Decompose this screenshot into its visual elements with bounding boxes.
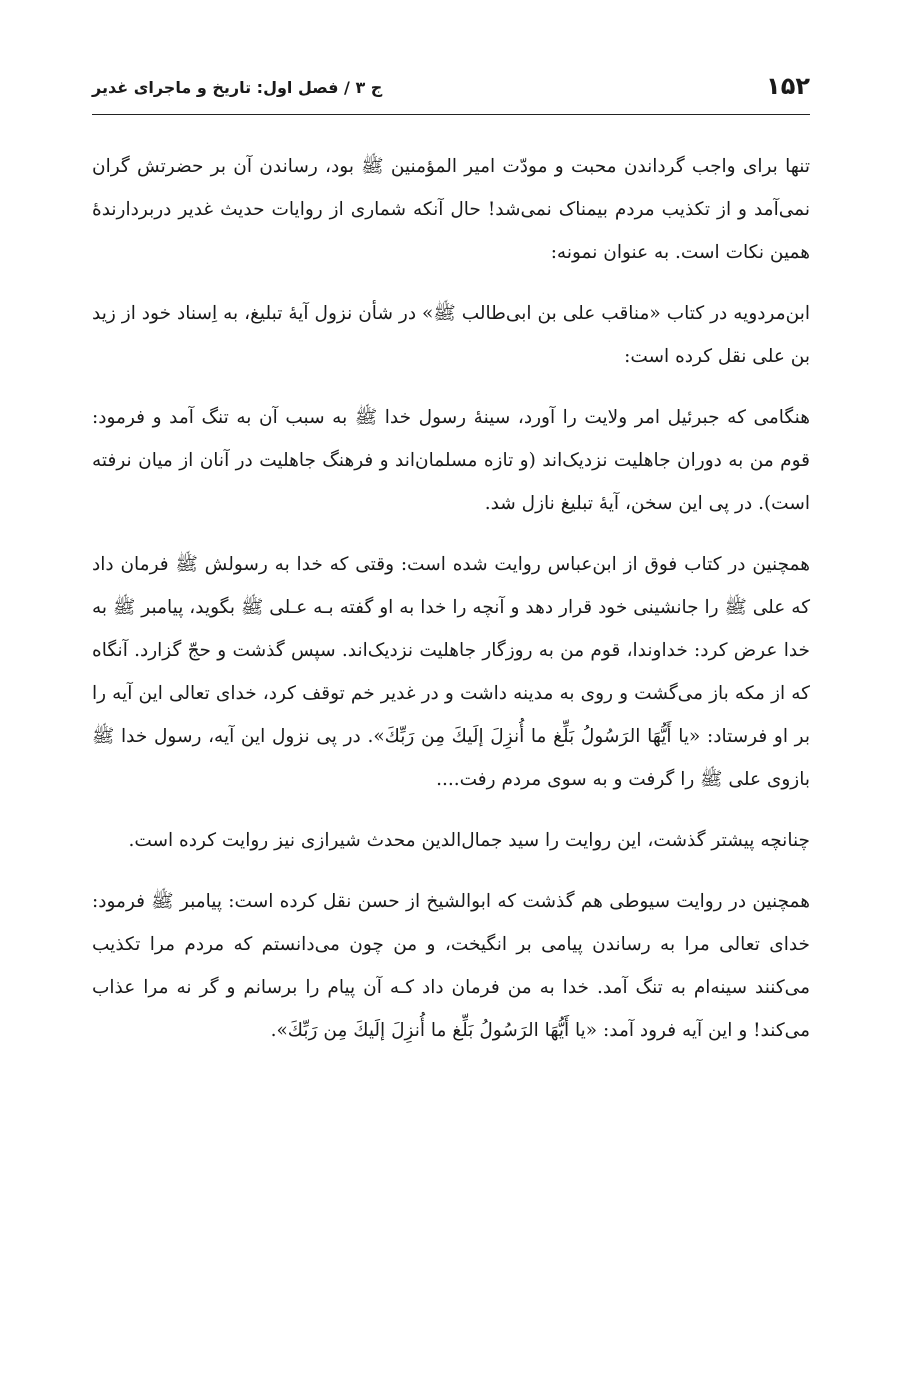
book-page xyxy=(92,62,810,1070)
paragraph: همچنین در کتاب فوق از ابن‌عباس روایت شده است: وقتی که خدا به رسولش ﷺ فرمان داد که علی ﷺ را جانشینی خود قرار دهد و آنچه را خدا به او گفته بـه عـلی ﷺ بگوید، پیامبر ﷺ به خدا عرض کرد: خداوندا، قوم من به روزگار جاهلیت نزدیک‌اند. سپس گذشت و حجّ گزارد. آنگاه که از مکه باز می‌گشت و روی به مدینه داشت و در غدیر خم توقف کرد، خدای تعالی این آیه را بر او فرستاد: «يا أَيُّهَا الرَسُولُ بَلِّغ ما أُنزِلَ إلَيكَ مِن رَبِّكَ». در پی نزول این آیه، رسول خدا ﷺ بازوی علی ﷺ را گرفت و به سوی مردم رفت.... xyxy=(92,554,810,790)
paragraph: تنها برای واجب گرداندن محبت و مودّت امیر المؤمنین ﷺ بود، رساندن آن بر حضرتش گران نمی‌آمد و از تکذیب مردم بیمناک نمی‌شد! حال آنکه شماری از روایات حدیث غدیر دربردارندهٔ همین نکات است. به عنوان نمونه: xyxy=(92,156,810,263)
paragraph: همچنین در روایت سیوطی هم گذشت که ابوالشیخ از حسن نقل کرده است: پیامبر ﷺ فرمود: خدای تعالی مرا به رساندن پیامی بر انگیخت، و من چون می‌دانستم که مردم مرا تکذیب می‌کنند سینه‌ام به تنگ آمد. خدا به من فرمان داد کـه آن پیام را برسانم و گر نه مرا عذاب می‌کند! و این آیه فرود آمد: «يا أَيُّهَا الرَسُولُ بَلِّغ ما أُنزِلَ إلَيكَ مِن رَبِّكَ». xyxy=(92,891,810,1041)
running-head: ج ۳ / فصل اول: تاریخ و ماجرای غدیر xyxy=(92,78,383,97)
page-body xyxy=(92,145,810,1052)
paragraph: چنانچه پیشتر گذشت، این روایت را سید جمال‌الدین محدث شیرازی نیز روایت کرده است. xyxy=(128,830,810,851)
page-number: ۱۵۲ xyxy=(766,72,810,100)
paragraph: هنگامی که جبرئیل امر ولایت را آورد، سینهٔ رسول خدا ﷺ به سبب آن به تنگ آمد و فرمود: قوم من به دوران جاهلیت نزدیک‌اند (و تازه مسلمان‌اند و فرهنگ جاهلیت در آنان از میان نرفته است). در پی این سخن، آیهٔ تبلیغ نازل شد. xyxy=(92,407,810,514)
paragraph: ابن‌مردویه در کتاب «مناقب علی بن ابی‌طالب ﷺ» در شأن نزول آیهٔ تبلیغ، به اِسناد خود از زید بن علی نقل کرده است: xyxy=(92,303,810,367)
page-header xyxy=(92,62,810,115)
